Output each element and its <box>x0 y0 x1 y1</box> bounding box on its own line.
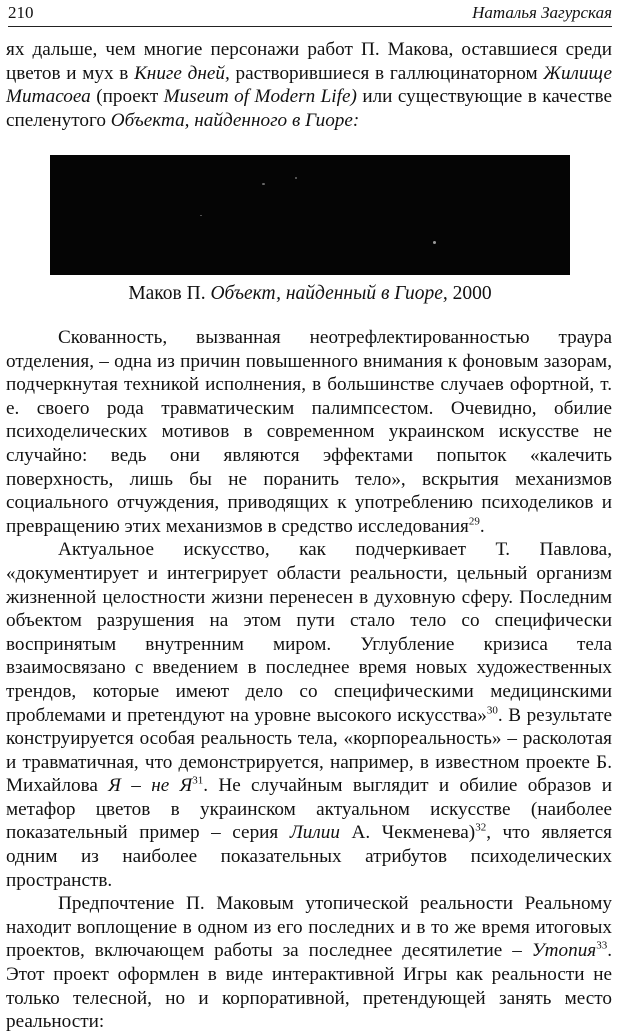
opening-text <box>6 38 612 132</box>
footnote-ref: 33 <box>596 940 608 953</box>
italic-title: Книге дней, <box>134 62 230 84</box>
italic-title: Я – не Я <box>108 775 193 797</box>
page-header <box>8 0 612 27</box>
page-number: 210 <box>8 3 34 22</box>
image-speck <box>295 177 297 179</box>
image-speck <box>433 241 436 244</box>
text-run: Скованность, вызванная неотрефлектированностью траура отделения, – одна из причин повышенного внимания к фоновым зазорам, подчеркнутая техникой исполнения, в большинстве случаев офортной, т. е. своего рода травматическим палимпсестом. Очевидно, обилие психоделических мотивов в современном украинском искусстве не случайно: ведь они являются эффектами попыток «калечить поверхность, лишь бы не поранить тело», вскрытия механизмов социального отчуждения, приводящих к употреблению психоделиков и превращению этих механизмов в средство исследования <box>6 327 612 537</box>
text-run: , что является одним из наиболее показательных атрибутов психоделических пространств. <box>6 822 612 891</box>
caption-author: Маков П. <box>128 283 211 304</box>
running-head-author: Наталья Загурская <box>472 3 612 22</box>
footnote-ref: 31 <box>192 774 204 787</box>
text-run: (проект <box>90 86 164 108</box>
text-run: . Не случайным выглядит и обилие образов и метафор цветов в украинском актуальном искусстве (наиболее показательный пример – серия <box>6 775 612 844</box>
text-run: А. Чекменева) <box>339 822 476 844</box>
text-run: растворившиеся в галлюцинаторном <box>229 62 544 84</box>
italic-title: Лилии <box>289 822 340 844</box>
italic-title: Объекта, найденного в Гиоре: <box>110 109 360 131</box>
artwork-image <box>50 155 570 275</box>
paragraph-2 <box>6 326 612 538</box>
paragraph-4 <box>6 892 612 1034</box>
paragraph-1 <box>6 38 612 132</box>
italic-title: Museum of Modern Life) <box>163 86 357 108</box>
text-run: Предпочтение П. Маковым утопической реальности Реальному находит воплощение в одном из его последних и в то же время итоговых проектов, включающем работы за последнее десятилетие – <box>6 893 612 962</box>
italic-title: Утопия <box>531 940 597 962</box>
footnote-ref: 30 <box>486 704 498 717</box>
image-speck <box>200 215 202 216</box>
text-run: Актуальное искусство, как подчеркивает Т. Павлова, «документирует и интегрирует области реальности, цельный организм жизненной целостности жизни перенесен в духовную сферу. Последним объектом разрушения на этом пути стало тело со специфически воспринятым внутренним миром. Углубление кризиса тела взаимосвязано с введением в последнее время новых художественных трендов, которые имеют дело со специфическими медицинскими проблемами и претендуют на уровне высокого искусства» <box>6 539 612 726</box>
footnote-ref: 32 <box>475 822 487 835</box>
body-text <box>6 326 612 1034</box>
paragraph-3 <box>6 538 612 892</box>
text-run: . Этот проект оформлен в виде интерактивной Игры как реальности не только телесной, но и корпоративной, претендующей занять место реальности: <box>6 940 612 1033</box>
footnote-ref: 29 <box>468 515 480 528</box>
text-run: . <box>479 515 485 537</box>
text-run: или существующие в качестве спеленутого <box>6 86 612 131</box>
image-speck <box>262 183 265 185</box>
text-run: . В результате конструируется особая реальность тела, «корпореальность» – расколотая и травматичная, что демонстрируется, например, в известном проекте Б. Михайлова <box>6 704 612 797</box>
figure-caption <box>0 283 620 305</box>
caption-year: 2000 <box>447 283 492 304</box>
italic-title: Жилище Митасоеа <box>6 62 612 108</box>
text-run: ях дальше, чем многие персонажи работ П. Макова, оставшиеся среди цветов и мух в <box>6 39 612 84</box>
caption-title: Объект, найденный в Гиоре, <box>210 283 448 304</box>
